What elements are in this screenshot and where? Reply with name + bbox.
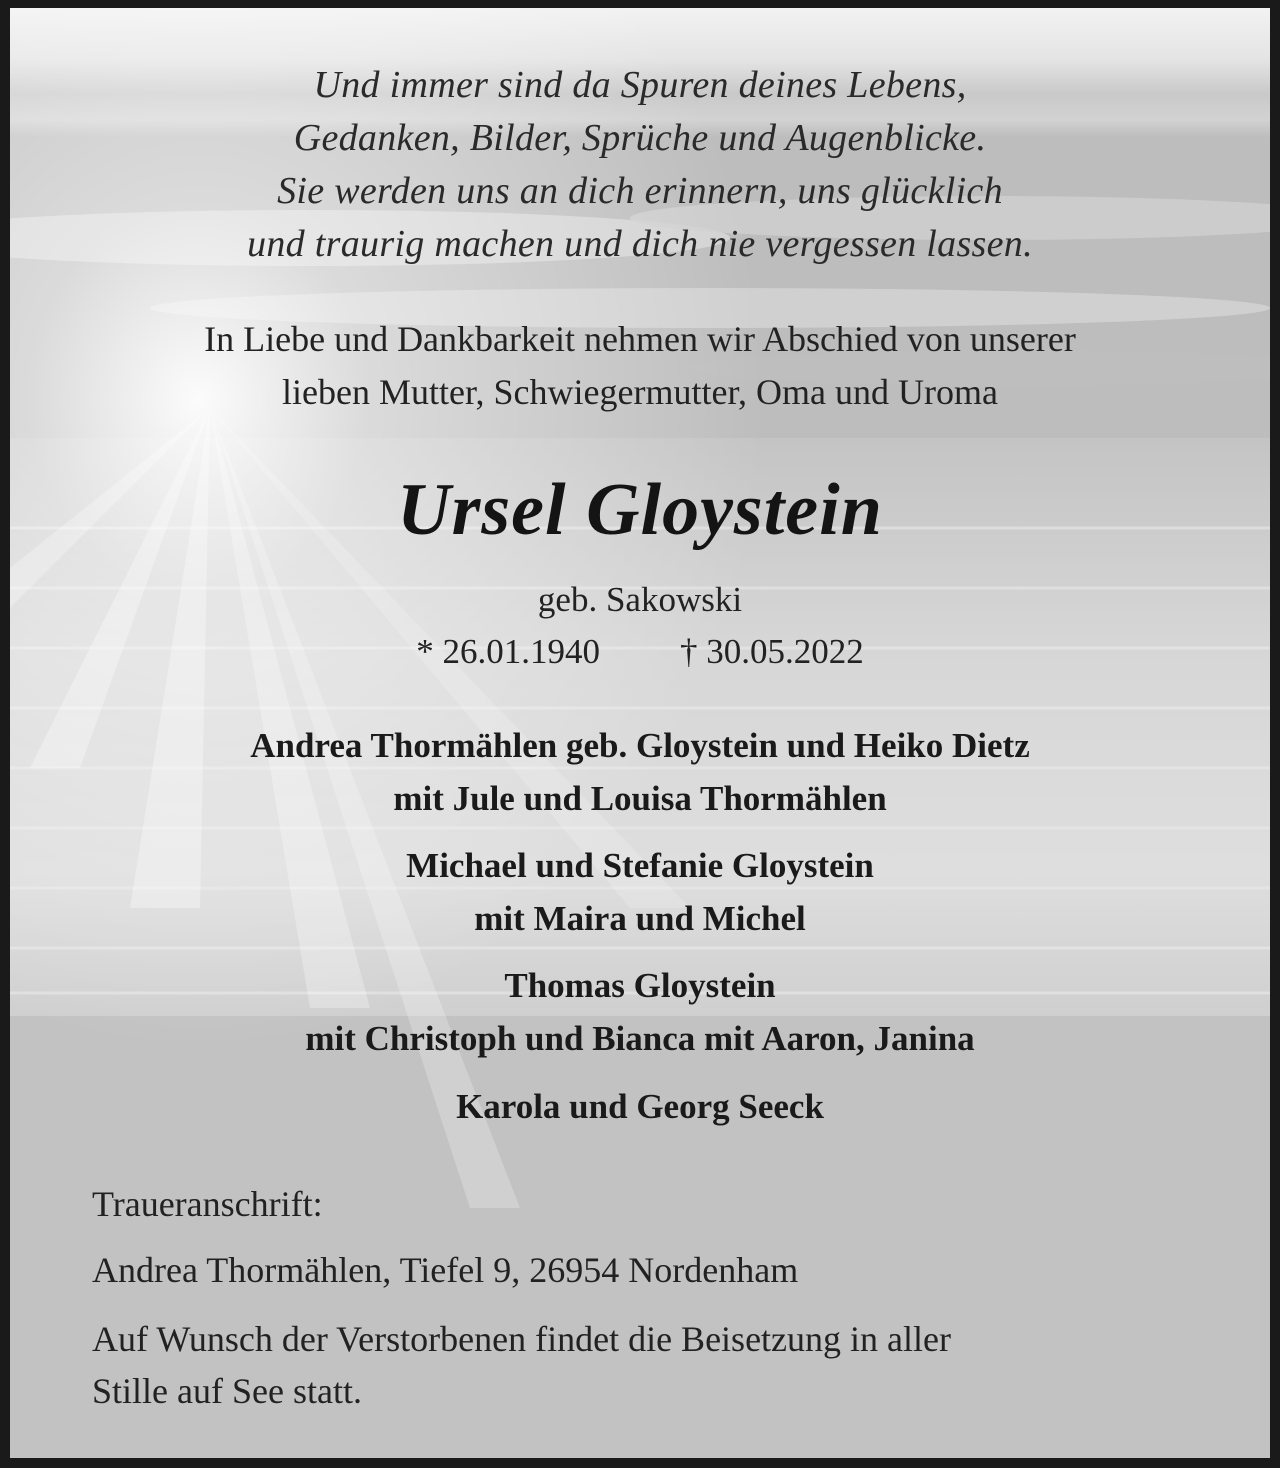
- life-dates: [10, 632, 1270, 672]
- address-label: Traueranschrift:: [92, 1184, 323, 1224]
- family-line: mit Christoph und Bianca mit Aaron, Janina: [305, 1019, 975, 1058]
- poem-line: Und immer sind da Spuren deines Lebens,: [313, 64, 967, 106]
- birth-date: * 26.01.1940: [416, 632, 600, 671]
- address-text: Andrea Thormählen, Tiefel 9, 26954 Nordenham: [92, 1250, 799, 1290]
- notice-content: [10, 8, 1270, 1458]
- family-line: Thomas Gloystein: [504, 966, 776, 1005]
- death-date: † 30.05.2022: [680, 632, 864, 671]
- burial-note-line: Stille auf See statt.: [92, 1371, 362, 1411]
- intro-line: lieben Mutter, Schwiegermutter, Oma und Uroma: [282, 372, 998, 412]
- deceased-name: Ursel Gloystein: [397, 469, 883, 551]
- poem-line: Sie werden uns an dich erinnern, uns glücklich: [277, 170, 1003, 212]
- family-line: mit Jule und Louisa Thormählen: [393, 779, 887, 818]
- poem-line: und traurig machen und dich nie vergessen lassen.: [247, 223, 1033, 265]
- family-line: mit Maira und Michel: [474, 899, 806, 938]
- birth-name: geb. Sakowski: [537, 580, 743, 619]
- intro-line: In Liebe und Dankbarkeit nehmen wir Abschied von unserer: [204, 319, 1076, 359]
- family-line: Andrea Thormählen geb. Gloystein und Heiko Dietz: [250, 726, 1030, 765]
- poem-line: Gedanken, Bilder, Sprüche und Augenblicke.: [293, 117, 987, 159]
- family-line: Michael und Stefanie Gloystein: [406, 846, 874, 885]
- family-line: Karola und Georg Seeck: [456, 1087, 824, 1126]
- burial-note-line: Auf Wunsch der Verstorbenen findet die Beisetzung in aller: [92, 1319, 951, 1359]
